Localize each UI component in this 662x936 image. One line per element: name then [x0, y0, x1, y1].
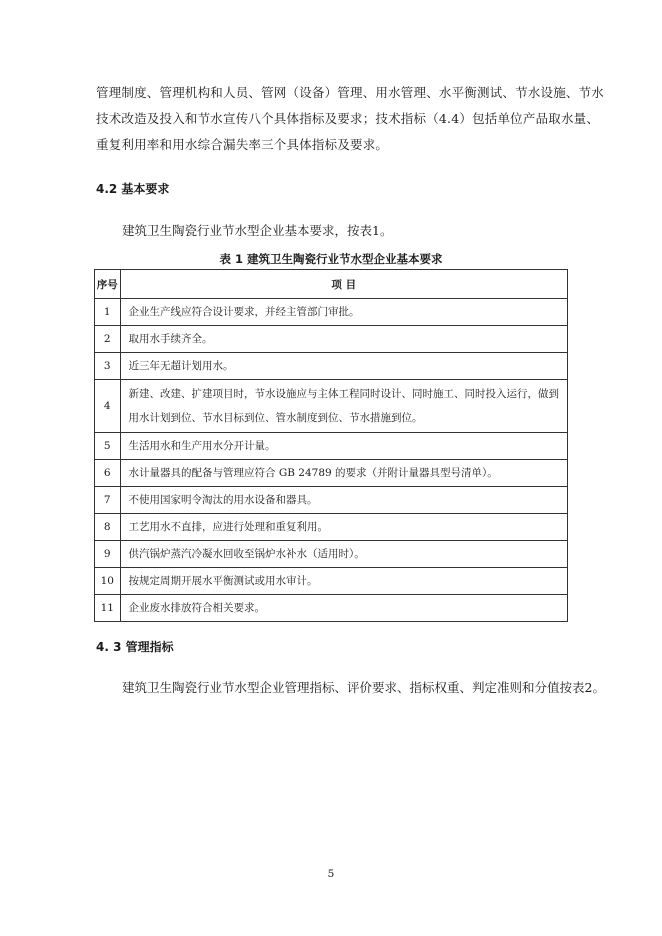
table-row: [95, 380, 568, 433]
table-header-row: [95, 270, 568, 299]
row-num: 6: [95, 460, 121, 487]
section-4-3-text: 建筑卫生陶瓷行业节水型企业管理指标、评价要求、指标权重、判定准则和分值按表2。: [122, 680, 605, 695]
intro-line: 重复利用率和用水综合漏失率三个具体指标及要求。: [96, 137, 389, 152]
section-4-2-heading: 4.2 基本要求: [96, 182, 170, 196]
row-item: 供汽锅炉蒸汽冷凝水回收至锅炉水补水（适用时）。: [120, 541, 568, 568]
table-row: [95, 460, 568, 487]
basic-requirements-table: [94, 269, 568, 622]
row-num: 8: [95, 514, 121, 541]
table-row: [95, 514, 568, 541]
row-num: 11: [95, 595, 121, 622]
table-caption: 表 1 建筑卫生陶瓷行业节水型企业基本要求: [219, 252, 443, 266]
row-item: 取用水手续齐全。: [120, 326, 568, 353]
row-item: 不使用国家明令淘汰的用水设备和器具。: [120, 487, 568, 514]
section-4-3-heading: 4. 3 管理指标: [96, 640, 174, 654]
row-num: 7: [95, 487, 121, 514]
row-item: 近三年无超计划用水。: [120, 353, 568, 380]
page-number: 5: [327, 868, 335, 880]
row-num: 3: [95, 353, 121, 380]
table-row: [95, 299, 568, 326]
table-row: [95, 568, 568, 595]
header-item: 项 目: [120, 270, 568, 299]
row-item-line: 用水计划到位、节水目标到位、管水制度到位、节水措施到位。: [128, 412, 423, 424]
row-item: 工艺用水不直排，应进行处理和重复利用。: [120, 514, 568, 541]
table-row: [95, 433, 568, 460]
header-num: 序号: [95, 270, 121, 299]
table-row: [95, 487, 568, 514]
table-row: [95, 353, 568, 380]
table-row: [95, 541, 568, 568]
row-item: 水计量器具的配备与管理应符合 GB 24789 的要求（并附计量器具型号清单）。: [120, 460, 568, 487]
row-num: 1: [95, 299, 121, 326]
row-num: 10: [95, 568, 121, 595]
row-num: 4: [95, 380, 121, 433]
row-item: 按规定周期开展水平衡测试或用水审计。: [120, 568, 568, 595]
row-item: [120, 380, 568, 433]
intro-line: 技术改造及投入和节水宣传八个具体指标及要求；技术指标（4.4）包括单位产品取水量、: [96, 111, 600, 126]
row-item-line: 新建、改建、扩建项目时，节水设施应与主体工程同时设计、同时施工、同时投入运行，做到: [128, 388, 559, 400]
intro-paragraph: [96, 80, 605, 158]
row-item: 生活用水和生产用水分开计量。: [120, 433, 568, 460]
row-num: 9: [95, 541, 121, 568]
row-item: 企业生产线应符合设计要求，并经主管部门审批。: [120, 299, 568, 326]
table-row: [95, 595, 568, 622]
intro-line: 管理制度、管理机构和人员、管网（设备）管理、用水管理、水平衡测试、节水设施、节水: [96, 85, 605, 100]
row-num: 5: [95, 433, 121, 460]
table-row: [95, 326, 568, 353]
row-item: 企业废水排放符合相关要求。: [120, 595, 568, 622]
section-4-2-text: 建筑卫生陶瓷行业节水型企业基本要求，按表1。: [122, 223, 393, 238]
row-num: 2: [95, 326, 121, 353]
